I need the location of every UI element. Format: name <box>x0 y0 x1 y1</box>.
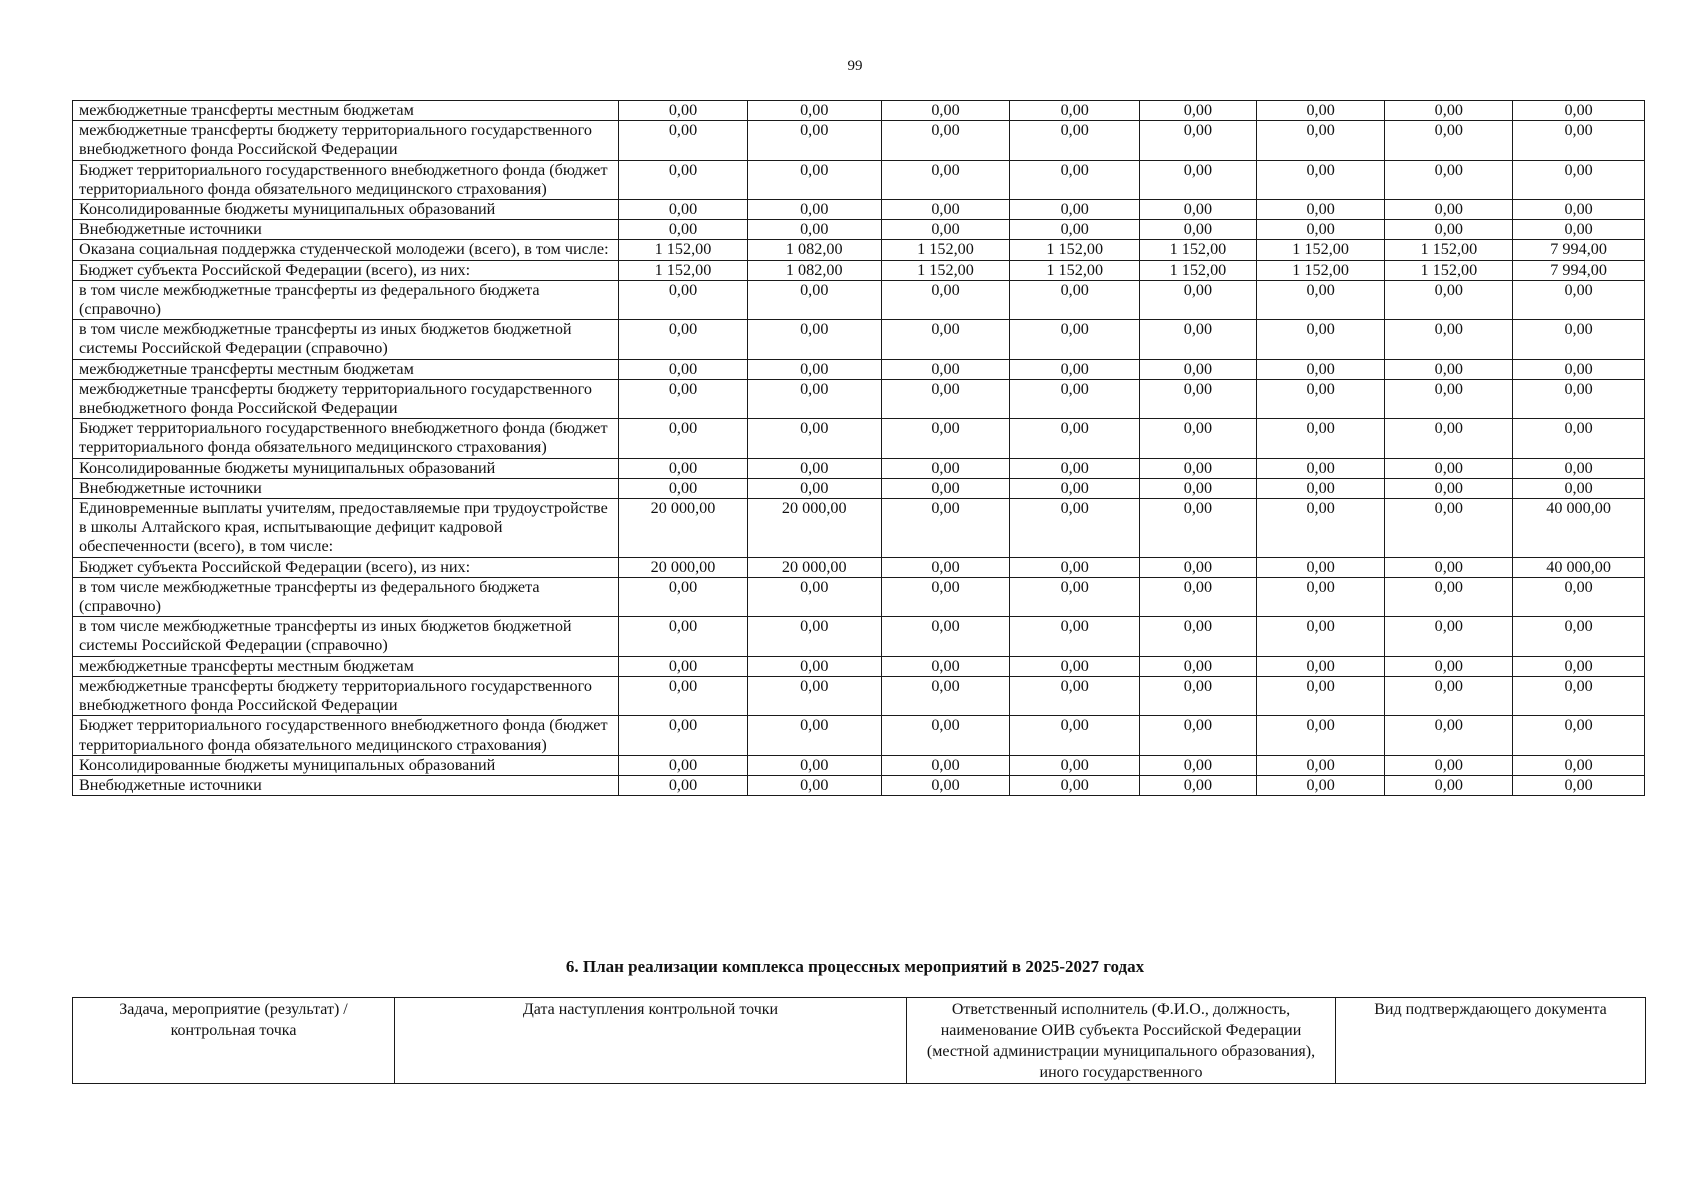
value-cell: 1 152,00 <box>1010 240 1140 260</box>
value-cell: 0,00 <box>1010 676 1140 715</box>
value-cell: 0,00 <box>747 419 881 458</box>
value-cell: 0,00 <box>1140 458 1257 478</box>
value-cell: 0,00 <box>1010 121 1140 160</box>
table-row <box>73 260 1645 280</box>
value-cell: 0,00 <box>747 101 881 121</box>
value-cell: 0,00 <box>1385 379 1513 418</box>
table-row <box>73 676 1645 715</box>
value-cell: 0,00 <box>1010 499 1140 558</box>
plan-header-date: Дата наступления контрольной точки <box>395 998 907 1084</box>
value-cell: 0,00 <box>1385 656 1513 676</box>
value-cell: 0,00 <box>1140 200 1257 220</box>
value-cell: 1 152,00 <box>1140 240 1257 260</box>
value-cell: 1 152,00 <box>619 260 748 280</box>
value-cell: 0,00 <box>1385 617 1513 656</box>
value-cell: 0,00 <box>881 379 1010 418</box>
value-cell: 0,00 <box>747 676 881 715</box>
value-cell: 0,00 <box>619 101 748 121</box>
value-cell: 0,00 <box>1385 419 1513 458</box>
row-label: Внебюджетные источники <box>73 478 619 498</box>
value-cell: 1 152,00 <box>1256 260 1385 280</box>
budget-table <box>72 100 1645 796</box>
value-cell: 1 152,00 <box>1256 240 1385 260</box>
section-title: 6. План реализации комплекса процессных мероприятий в 2025-2027 годах <box>565 957 1145 976</box>
value-cell: 1 152,00 <box>1010 260 1140 280</box>
value-cell: 0,00 <box>1140 478 1257 498</box>
value-cell: 0,00 <box>1256 359 1385 379</box>
value-cell: 0,00 <box>1513 379 1645 418</box>
value-cell: 0,00 <box>619 121 748 160</box>
value-cell: 0,00 <box>1010 775 1140 795</box>
row-label: Единовременные выплаты учителям, предоставляемые при трудоустройстве в школы Алтайского края, испытывающие дефицит кадровой обеспеченности (всего), в том числе: <box>73 499 619 558</box>
row-label: межбюджетные трансферты местным бюджетам <box>73 656 619 676</box>
value-cell: 0,00 <box>881 101 1010 121</box>
value-cell: 1 152,00 <box>881 240 1010 260</box>
row-label: межбюджетные трансферты местным бюджетам <box>73 359 619 379</box>
value-cell: 0,00 <box>747 458 881 478</box>
value-cell: 0,00 <box>1256 617 1385 656</box>
value-cell: 1 152,00 <box>881 260 1010 280</box>
table-row <box>73 775 1645 795</box>
value-cell: 0,00 <box>1513 101 1645 121</box>
row-label: Внебюджетные источники <box>73 775 619 795</box>
value-cell: 0,00 <box>1385 458 1513 478</box>
value-cell: 0,00 <box>1256 200 1385 220</box>
table-row <box>73 478 1645 498</box>
table-row <box>73 280 1645 319</box>
value-cell: 0,00 <box>1010 478 1140 498</box>
value-cell: 0,00 <box>881 280 1010 319</box>
value-cell: 0,00 <box>1385 101 1513 121</box>
row-label: в том числе межбюджетные трансферты из иных бюджетов бюджетной системы Российской Федерации (справочно) <box>73 320 619 359</box>
value-cell: 0,00 <box>1256 458 1385 478</box>
value-cell: 0,00 <box>1140 220 1257 240</box>
value-cell: 0,00 <box>619 379 748 418</box>
value-cell: 0,00 <box>1010 458 1140 478</box>
table-row <box>73 320 1645 359</box>
value-cell: 0,00 <box>1140 716 1257 755</box>
value-cell: 1 152,00 <box>1385 240 1513 260</box>
value-cell: 0,00 <box>1010 419 1140 458</box>
value-cell: 0,00 <box>881 478 1010 498</box>
value-cell: 0,00 <box>1513 419 1645 458</box>
value-cell: 0,00 <box>747 359 881 379</box>
value-cell: 0,00 <box>1385 200 1513 220</box>
value-cell: 0,00 <box>1513 320 1645 359</box>
value-cell: 0,00 <box>1256 478 1385 498</box>
value-cell: 0,00 <box>1140 617 1257 656</box>
table-row <box>73 379 1645 418</box>
value-cell: 0,00 <box>1140 676 1257 715</box>
value-cell: 0,00 <box>1140 419 1257 458</box>
value-cell: 0,00 <box>1513 755 1645 775</box>
value-cell: 0,00 <box>1140 557 1257 577</box>
row-label: Оказана социальная поддержка студенческой молодежи (всего), в том числе: <box>73 240 619 260</box>
value-cell: 0,00 <box>747 200 881 220</box>
value-cell: 0,00 <box>619 320 748 359</box>
value-cell: 0,00 <box>1513 617 1645 656</box>
plan-header-task: Задача, мероприятие (результат) / контрольная точка <box>73 998 395 1084</box>
value-cell: 0,00 <box>1256 676 1385 715</box>
value-cell: 0,00 <box>1256 379 1385 418</box>
value-cell: 0,00 <box>619 478 748 498</box>
value-cell: 0,00 <box>1256 499 1385 558</box>
row-label: Консолидированные бюджеты муниципальных образований <box>73 200 619 220</box>
value-cell: 0,00 <box>747 617 881 656</box>
value-cell: 1 152,00 <box>619 240 748 260</box>
row-label: в том числе межбюджетные трансферты из федерального бюджета (справочно) <box>73 577 619 616</box>
row-label: межбюджетные трансферты бюджету территориального государственного внебюджетного фонда Российской Федерации <box>73 676 619 715</box>
value-cell: 0,00 <box>1256 755 1385 775</box>
row-label: межбюджетные трансферты местным бюджетам <box>73 101 619 121</box>
value-cell: 0,00 <box>1385 478 1513 498</box>
value-cell: 0,00 <box>1513 577 1645 616</box>
value-cell: 0,00 <box>881 419 1010 458</box>
value-cell: 20 000,00 <box>747 499 881 558</box>
value-cell: 0,00 <box>1385 775 1513 795</box>
value-cell: 0,00 <box>1385 160 1513 199</box>
value-cell: 0,00 <box>747 775 881 795</box>
value-cell: 0,00 <box>619 280 748 319</box>
table-row <box>73 160 1645 199</box>
table-row <box>73 240 1645 260</box>
table-row <box>73 458 1645 478</box>
value-cell: 0,00 <box>1140 577 1257 616</box>
table-row <box>73 577 1645 616</box>
value-cell: 0,00 <box>881 160 1010 199</box>
value-cell: 0,00 <box>619 419 748 458</box>
table-row <box>73 617 1645 656</box>
value-cell: 0,00 <box>1513 280 1645 319</box>
value-cell: 40 000,00 <box>1513 557 1645 577</box>
value-cell: 0,00 <box>1256 280 1385 319</box>
value-cell: 0,00 <box>1385 359 1513 379</box>
value-cell: 0,00 <box>881 557 1010 577</box>
budget-table-body <box>73 101 1645 796</box>
value-cell: 0,00 <box>1010 280 1140 319</box>
value-cell: 0,00 <box>1385 577 1513 616</box>
value-cell: 0,00 <box>1513 160 1645 199</box>
row-label: Консолидированные бюджеты муниципальных образований <box>73 458 619 478</box>
value-cell: 0,00 <box>1010 379 1140 418</box>
value-cell: 0,00 <box>881 656 1010 676</box>
value-cell: 0,00 <box>881 200 1010 220</box>
value-cell: 0,00 <box>1513 656 1645 676</box>
row-label: Бюджет субъекта Российской Федерации (всего), из них: <box>73 557 619 577</box>
value-cell: 0,00 <box>1010 716 1140 755</box>
value-cell: 0,00 <box>1385 716 1513 755</box>
value-cell: 0,00 <box>1513 220 1645 240</box>
page-number: 99 <box>847 58 863 74</box>
table-row <box>73 200 1645 220</box>
value-cell: 20 000,00 <box>747 557 881 577</box>
value-cell: 0,00 <box>1010 755 1140 775</box>
row-label: в том числе межбюджетные трансферты из федерального бюджета (справочно) <box>73 280 619 319</box>
value-cell: 0,00 <box>1140 379 1257 418</box>
value-cell: 0,00 <box>881 577 1010 616</box>
value-cell: 0,00 <box>1256 577 1385 616</box>
value-cell: 0,00 <box>1140 160 1257 199</box>
value-cell: 0,00 <box>619 359 748 379</box>
row-label: межбюджетные трансферты бюджету территориального государственного внебюджетного фонда Российской Федерации <box>73 379 619 418</box>
value-cell: 0,00 <box>1256 160 1385 199</box>
row-label: в том числе межбюджетные трансферты из иных бюджетов бюджетной системы Российской Федерации (справочно) <box>73 617 619 656</box>
row-label: межбюджетные трансферты бюджету территориального государственного внебюджетного фонда Российской Федерации <box>73 121 619 160</box>
value-cell: 0,00 <box>1010 359 1140 379</box>
value-cell: 0,00 <box>747 280 881 319</box>
value-cell: 40 000,00 <box>1513 499 1645 558</box>
table-row <box>73 499 1645 558</box>
value-cell: 0,00 <box>1385 121 1513 160</box>
table-row <box>73 419 1645 458</box>
plan-table-header-row <box>73 998 1646 1084</box>
value-cell: 0,00 <box>619 160 748 199</box>
value-cell: 0,00 <box>619 775 748 795</box>
value-cell: 0,00 <box>1513 775 1645 795</box>
value-cell: 0,00 <box>881 499 1010 558</box>
value-cell: 0,00 <box>1385 220 1513 240</box>
value-cell: 0,00 <box>1256 716 1385 755</box>
value-cell: 0,00 <box>619 656 748 676</box>
table-row <box>73 656 1645 676</box>
value-cell: 7 994,00 <box>1513 260 1645 280</box>
value-cell: 0,00 <box>1256 320 1385 359</box>
value-cell: 1 082,00 <box>747 240 881 260</box>
value-cell: 0,00 <box>881 716 1010 755</box>
plan-header-document-type: Вид подтверждающего документа <box>1336 998 1646 1084</box>
table-row <box>73 121 1645 160</box>
row-label: Бюджет территориального государственного внебюджетного фонда (бюджет территориального фонда обязательного медицинского страхования) <box>73 160 619 199</box>
value-cell: 0,00 <box>1256 220 1385 240</box>
value-cell: 0,00 <box>1385 676 1513 715</box>
value-cell: 0,00 <box>747 656 881 676</box>
value-cell: 0,00 <box>1010 656 1140 676</box>
value-cell: 0,00 <box>619 617 748 656</box>
value-cell: 0,00 <box>881 359 1010 379</box>
value-cell: 0,00 <box>1140 755 1257 775</box>
value-cell: 0,00 <box>1256 775 1385 795</box>
value-cell: 0,00 <box>1256 101 1385 121</box>
value-cell: 0,00 <box>1010 557 1140 577</box>
value-cell: 0,00 <box>747 320 881 359</box>
value-cell: 0,00 <box>1513 200 1645 220</box>
value-cell: 0,00 <box>1140 499 1257 558</box>
table-row <box>73 101 1645 121</box>
value-cell: 0,00 <box>1010 160 1140 199</box>
value-cell: 0,00 <box>1385 755 1513 775</box>
value-cell: 0,00 <box>1256 121 1385 160</box>
value-cell: 0,00 <box>881 220 1010 240</box>
value-cell: 0,00 <box>881 755 1010 775</box>
value-cell: 0,00 <box>619 676 748 715</box>
value-cell: 0,00 <box>881 320 1010 359</box>
value-cell: 0,00 <box>1385 280 1513 319</box>
row-label: Внебюджетные источники <box>73 220 619 240</box>
value-cell: 0,00 <box>747 379 881 418</box>
value-cell: 0,00 <box>1513 676 1645 715</box>
value-cell: 0,00 <box>1140 121 1257 160</box>
value-cell: 1 152,00 <box>1385 260 1513 280</box>
value-cell: 0,00 <box>1140 656 1257 676</box>
value-cell: 0,00 <box>619 716 748 755</box>
value-cell: 0,00 <box>1140 359 1257 379</box>
value-cell: 0,00 <box>1010 617 1140 656</box>
value-cell: 0,00 <box>881 617 1010 656</box>
value-cell: 20 000,00 <box>619 557 748 577</box>
value-cell: 0,00 <box>747 716 881 755</box>
value-cell: 0,00 <box>747 755 881 775</box>
value-cell: 0,00 <box>1513 458 1645 478</box>
table-row <box>73 220 1645 240</box>
value-cell: 0,00 <box>1385 320 1513 359</box>
value-cell: 0,00 <box>1256 656 1385 676</box>
table-row <box>73 359 1645 379</box>
value-cell: 0,00 <box>1140 280 1257 319</box>
table-row <box>73 716 1645 755</box>
plan-table <box>72 997 1646 1084</box>
value-cell: 1 082,00 <box>747 260 881 280</box>
value-cell: 0,00 <box>1140 775 1257 795</box>
value-cell: 0,00 <box>619 755 748 775</box>
value-cell: 0,00 <box>1256 419 1385 458</box>
value-cell: 0,00 <box>1385 557 1513 577</box>
value-cell: 0,00 <box>1513 716 1645 755</box>
value-cell: 0,00 <box>619 577 748 616</box>
value-cell: 0,00 <box>747 220 881 240</box>
plan-header-responsible: Ответственный исполнитель (Ф.И.О., должность, наименование ОИВ субъекта Российской Федерации (местной администрации муниципального образования), иного государственного <box>907 998 1336 1084</box>
value-cell: 0,00 <box>747 160 881 199</box>
value-cell: 0,00 <box>747 577 881 616</box>
row-label: Бюджет субъекта Российской Федерации (всего), из них: <box>73 260 619 280</box>
row-label: Консолидированные бюджеты муниципальных образований <box>73 755 619 775</box>
value-cell: 0,00 <box>881 775 1010 795</box>
value-cell: 0,00 <box>1256 557 1385 577</box>
table-row <box>73 755 1645 775</box>
value-cell: 7 994,00 <box>1513 240 1645 260</box>
value-cell: 0,00 <box>1010 577 1140 616</box>
value-cell: 0,00 <box>619 458 748 478</box>
row-label: Бюджет территориального государственного внебюджетного фонда (бюджет территориального фонда обязательного медицинского страхования) <box>73 716 619 755</box>
value-cell: 0,00 <box>1010 320 1140 359</box>
value-cell: 0,00 <box>881 458 1010 478</box>
value-cell: 0,00 <box>619 220 748 240</box>
value-cell: 20 000,00 <box>619 499 748 558</box>
value-cell: 0,00 <box>619 200 748 220</box>
value-cell: 0,00 <box>1140 101 1257 121</box>
value-cell: 0,00 <box>1513 359 1645 379</box>
value-cell: 0,00 <box>881 676 1010 715</box>
value-cell: 0,00 <box>747 121 881 160</box>
value-cell: 0,00 <box>1010 200 1140 220</box>
value-cell: 0,00 <box>1140 320 1257 359</box>
value-cell: 0,00 <box>747 478 881 498</box>
value-cell: 0,00 <box>1385 499 1513 558</box>
table-row <box>73 557 1645 577</box>
value-cell: 0,00 <box>1010 220 1140 240</box>
row-label: Бюджет территориального государственного внебюджетного фонда (бюджет территориального фонда обязательного медицинского страхования) <box>73 419 619 458</box>
value-cell: 0,00 <box>1513 121 1645 160</box>
value-cell: 0,00 <box>881 121 1010 160</box>
value-cell: 1 152,00 <box>1140 260 1257 280</box>
value-cell: 0,00 <box>1010 101 1140 121</box>
value-cell: 0,00 <box>1513 478 1645 498</box>
